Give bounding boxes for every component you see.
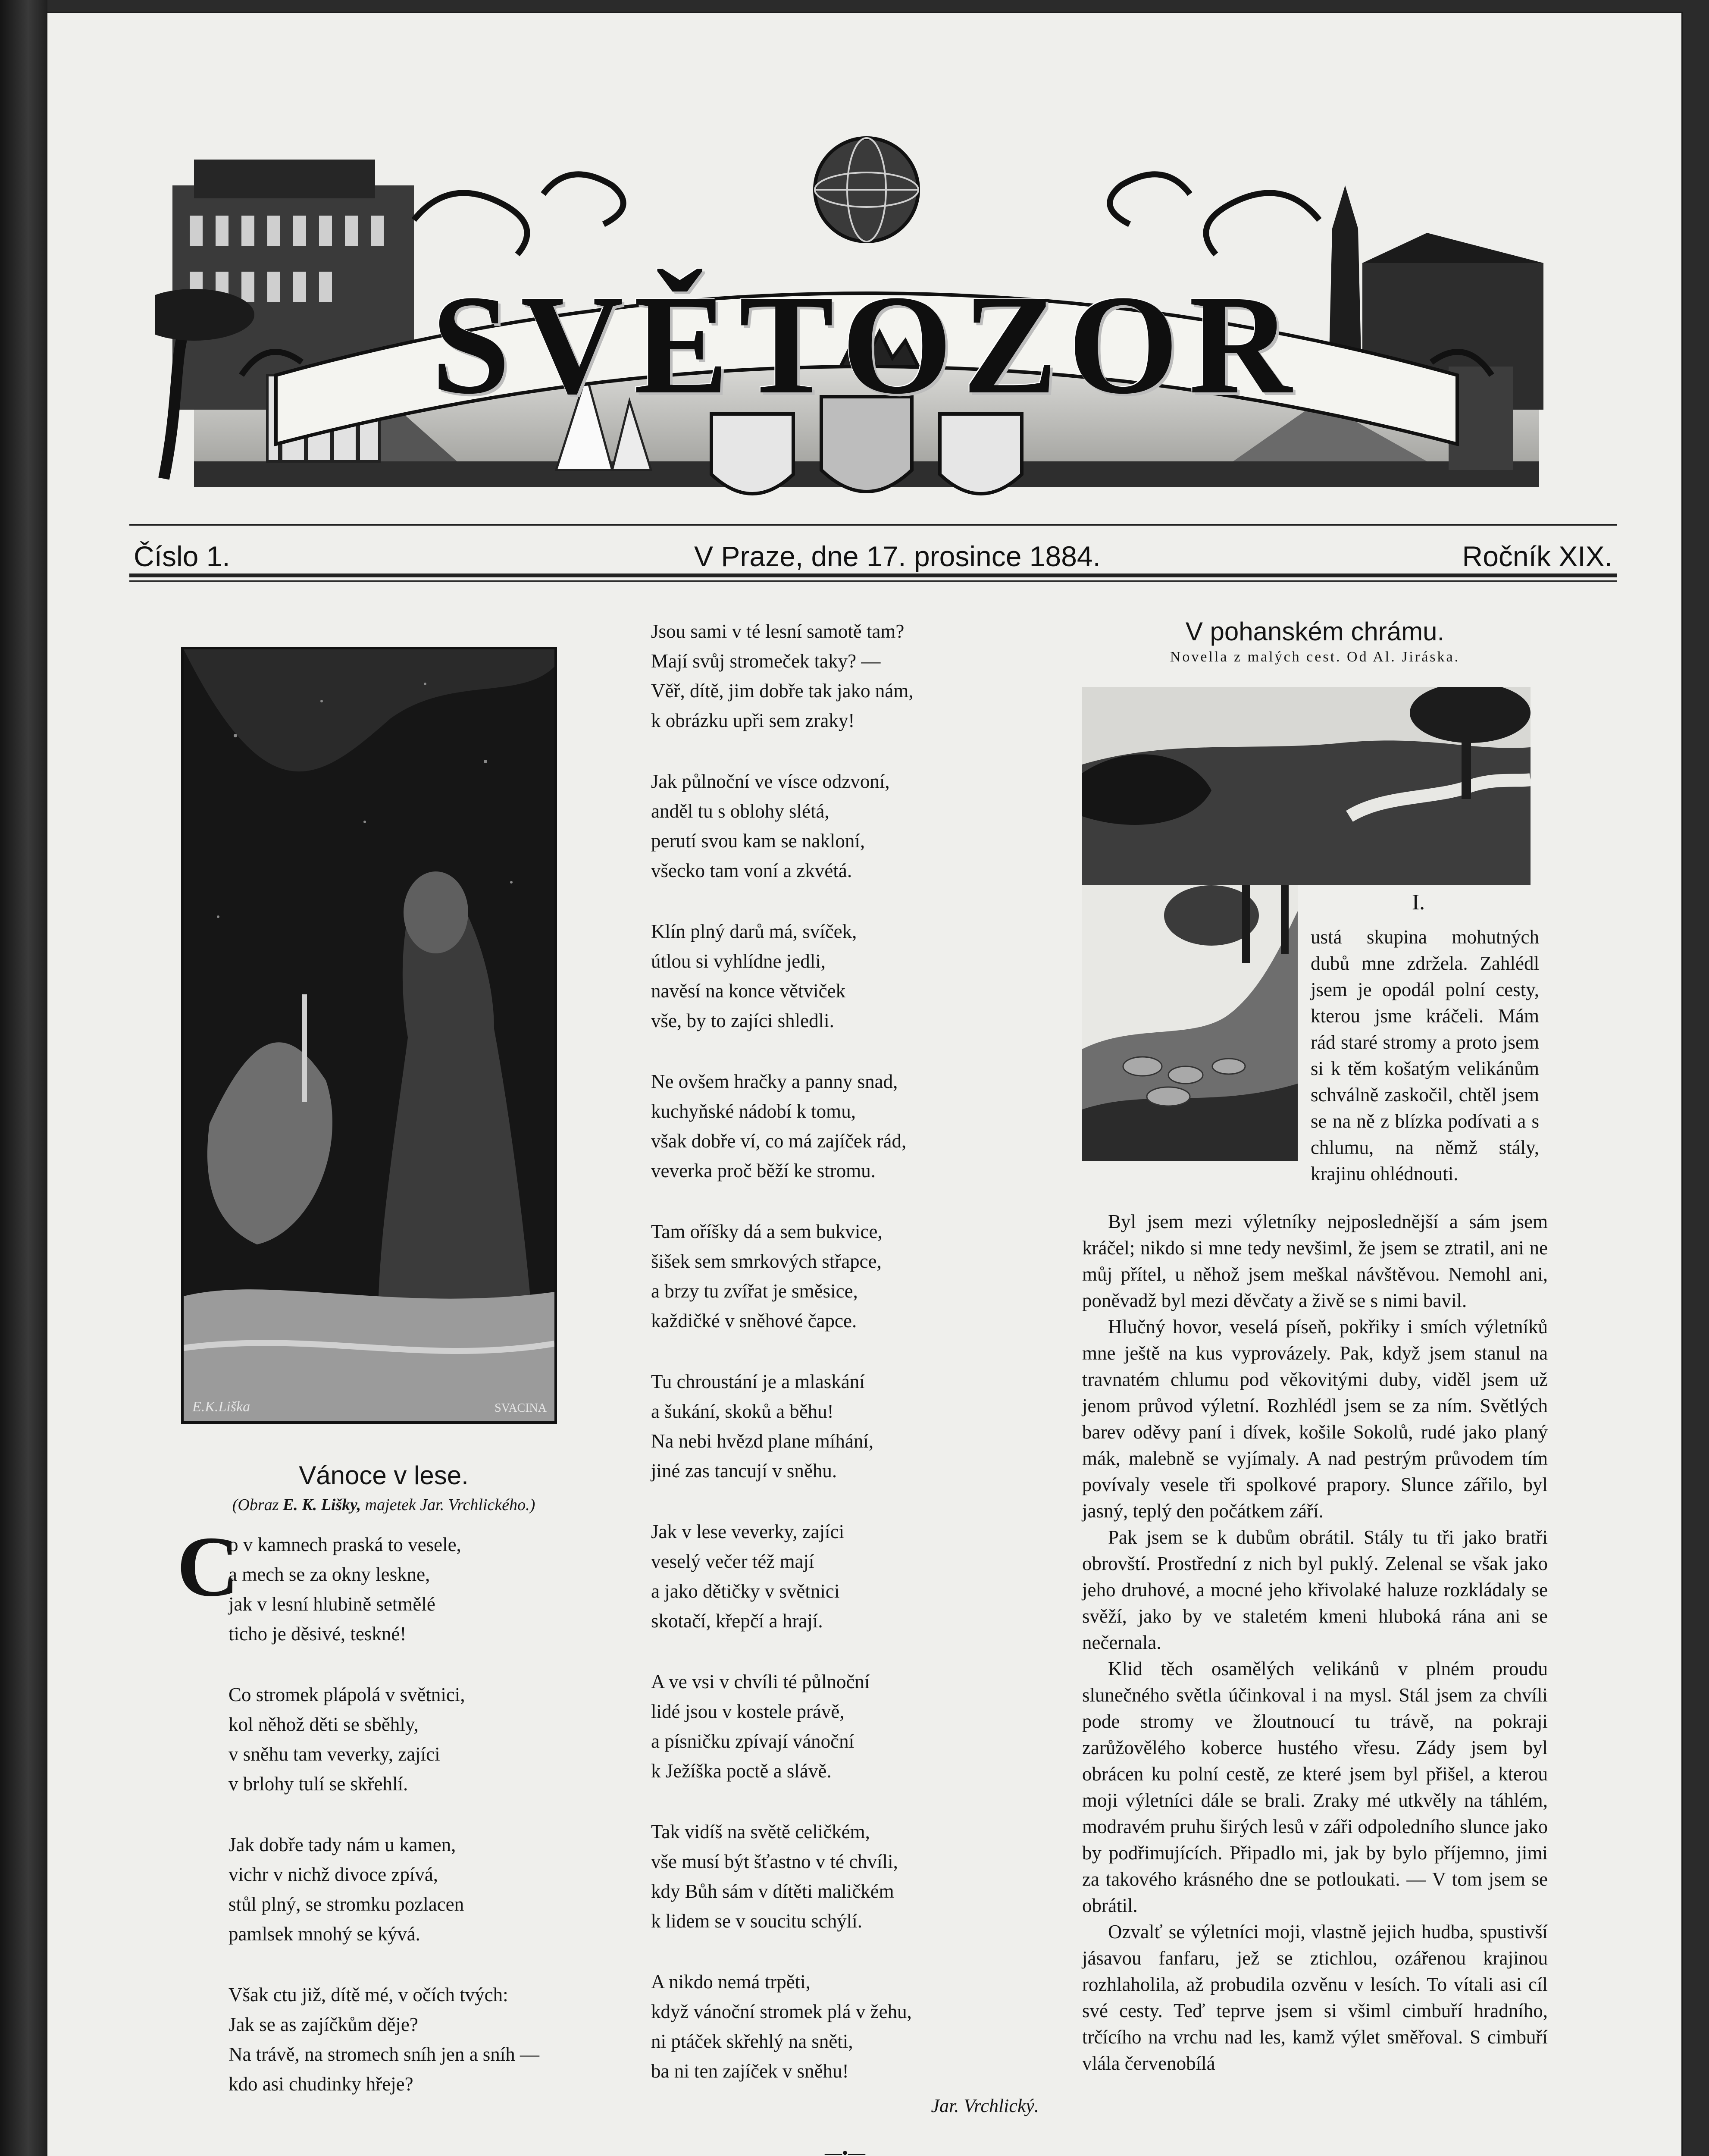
poem-author: Jar. Vrchlický. — [931, 2095, 1039, 2116]
end-ornament: —•— — [824, 2143, 865, 2156]
river-landscape-picture — [1082, 687, 1531, 885]
illustration-signature-engraver: SVACINA — [495, 1401, 547, 1415]
masthead — [155, 134, 1578, 513]
masthead-rule-bottom — [129, 573, 1617, 577]
story-paragraph: ustá skupina mohutných dubů mne zdržela. Zahlédl jsem je opodál polní cesty, kterou jsme kráčeli. Mám rád staré stromy a proto jsem si k těm košatým velikánům schválně zaskočil, chtěl jsem se na ně z blízka podívati a s chlumu, na němž stály, krajinu ohlédnouti. — [1311, 926, 1539, 1185]
middle-column — [651, 617, 1082, 2156]
chapter-number: I. — [1412, 890, 1425, 915]
poem-stanza: Jak dobře tady nám u kamen, vichr v nichž divoce zpívá, stůl plný, se stromku pozlacen pamlsek mnohý se kývá. — [228, 1834, 464, 1945]
story-paragraph: Klid těch osamělých velikánů v plném proudu slunečného světla účinkoval i na mysl. Stál jsem za chvíli pode stromy ve žloutnoucí tu trávě, na pokraji zarůžovělého koberce hustého vřesu. Zády jsem byl obrácen ku polní cestě, ze které jsem byl přišel, a kterou moji výletníci dále se brali. Zraky mé utkvěly na táhlém, modravém pruhu širých lesů v záři odpoledního slunce jako by podřimujících. Připadlo mi, jak by bylo příjemno, jimi za takového krásného dne se potloukati. — V tom jsem se obrátil. — [1082, 1658, 1548, 1916]
poem-stanza: A nikdo nemá trpěti, když vánoční stromek plá v žehu, ni ptáček skřehlý na sněti, ba ni ten zajíček v sněhu! — [651, 1971, 912, 2082]
issue-number: Číslo 1. — [134, 540, 230, 572]
forest-christmas-illustration — [181, 647, 557, 1424]
poem-stanza: Tak vidíš na světě celičkém, vše musí být šťastno v té chvíli, kdy Bůh sám v dítěti maličkém k lidem se v soucitu schýlí. — [651, 1821, 898, 1932]
poem-stanza: Klín plný darů má, svíček, útlou si vyhlídne jedli, navěsí na konce větviček vše, by to zajíci shledli. — [651, 921, 857, 1031]
path-stones-picture — [1082, 885, 1298, 1161]
masthead-rule-top — [129, 524, 1617, 526]
poem-stanza: Co stromek plápolá v světnici, kol něhož děti se sběhly, v sněhu tam veverky, zajíci v brlohy tulí se skřehlí. — [228, 1684, 465, 1795]
poem-stanza: Jak půlnoční ve vísce odzvoní, anděl tu s oblohy slétá, perutí svou kam se nakloní, všecko tam voní a zkvétá. — [651, 771, 890, 881]
story-paragraph: Pak jsem se k dubům obrátil. Stály tu tři jako bratři obrovští. Prostřední z nich byl puklý. Zelenal se však jako jeho druhové, a mocné jeho křivolaké haluze rozkládaly se svěží, jako by ve staletém kmeni hluboká rána ani se nečernala. — [1082, 1526, 1548, 1653]
illustration-signature-artist: E.K.Liška — [192, 1399, 250, 1415]
illustration-caption: (Obraz E. K. Lišky, majetek Jar. Vrchlického.) — [232, 1496, 535, 1514]
right-column — [1082, 617, 1548, 2077]
poem-left-body — [160, 1519, 608, 2099]
poem-stanza: Tam oříšky dá a sem bukvice, šišek sem smrkových střapce, a brzy tu zvířat je směsice, každičké v sněhové čapce. — [651, 1221, 883, 1332]
story-paragraph: Byl jsem mezi výletníky nejposlednější a sám jsem kráčel; nikdo si mne tedy nevšiml, že jsem se ztratil, ani ne můj přítel, u něhož jsem meškal návštěvou. Nemohl ani, poněvadž byl mezi děvčaty a živě se s nimi bavil. — [1082, 1211, 1548, 1311]
poem-stanza: o v kamnech praská to vesele, a mech se za okny leskne, jak v lesní hlubině setmělé ticho je děsivé, teskné! — [228, 1534, 461, 1645]
poem-stanza: Jak v lese veverky, zajíci veselý večer též mají a jako dětičky v světnici skotačí, křepčí a hrají. — [651, 1521, 845, 1632]
newspaper-page — [47, 13, 1681, 2156]
river-landscape-illustration — [1082, 687, 1531, 885]
binding-spine — [0, 0, 47, 2156]
poem-stanza: Tu chroustání je a mlaskání a šukání, skoků a běhu! Na nebi hvězd plane míhání, jiné zas tancují v sněhu. — [651, 1371, 874, 1482]
ornamental-dropcap-c: C — [177, 1519, 239, 1614]
poem-title-vanoce: Vánoce v lese. — [299, 1461, 469, 1490]
story-subtitle: Novella z malých cest. Od Al. Jiráska. — [1170, 649, 1460, 665]
poem-stanza: Ne ovšem hračky a panny snad, kuchyňské nádobí k tomu, však dobře ví, co má zajíček rád, veverka proč běží ke stromu. — [651, 1071, 907, 1181]
poem-stanza: A ve vsi v chvíli té půlnoční lidé jsou v kostele právě, a písničku zpívají vánoční k Ježíška poctě a slávě. — [651, 1671, 870, 1782]
path-stones-illustration — [1082, 885, 1298, 1161]
issue-date: V Praze, dne 17. prosince 1884. — [694, 540, 1101, 572]
left-column — [160, 647, 608, 2130]
story-opening — [1082, 687, 1548, 1185]
story-first-paragraph-wrap — [1311, 924, 1539, 1187]
poem-stanza: Jsou sami v té lesní samotě tam? Mají svůj stromeček taky? — Věř, dítě, jim dobře tak jako nám, k obrázku upři sem zraky! — [651, 620, 914, 731]
masthead-rule-thin — [129, 580, 1617, 582]
forest-scene-picture — [184, 649, 554, 1421]
story-paragraph: Hlučný hovor, veselá píseň, pokřiky i smích výletníků mne ještě na kus vyprovázely. Pak, když jsem stanul na travnatém chlumu pod věkovitými duby, viděl jsem už jenom průvod výletní. Rozhlédl jsem se za ním. Světlých barev oděvy paní i dívek, košile Sokolů, rudé jako planý mák, malebně se vyjímaly. A nad pestrým průvodem tím povívaly vesele tři spolkové prapory. Slunce zářilo, byl jasný, teplý den počátkem září. — [1082, 1316, 1548, 1522]
story-body — [1082, 1209, 1548, 2077]
story-title: V pohanském chrámu. — [1185, 617, 1445, 646]
issue-info-row — [129, 540, 1617, 574]
masthead-title: SVĚTOZOR — [431, 266, 1302, 423]
story-paragraph: Ozvalť se výletníci moji, vlastně jejich hudba, spustivší jásavou fanfaru, jež se ztichlou, ozářenou krajinou rozhlaholila, až probudila ozvěnu v lesích. To vítali asi cíl své cesty. Teď teprve jsem si všiml cimbuří hradního, trčícího na vrchu nad les, kamž výlet směřoval. S cimbuří vlála červenobílá — [1082, 1921, 1548, 2074]
poem-stanza: Však ctu již, dítě mé, v očích tvých: Jak se as zajíčkům děje? Na trávě, na stromech sníh jen a sníh — kdo asi chudinky hřeje? — [228, 1984, 540, 2095]
issue-volume: Ročník XIX. — [1462, 540, 1612, 572]
